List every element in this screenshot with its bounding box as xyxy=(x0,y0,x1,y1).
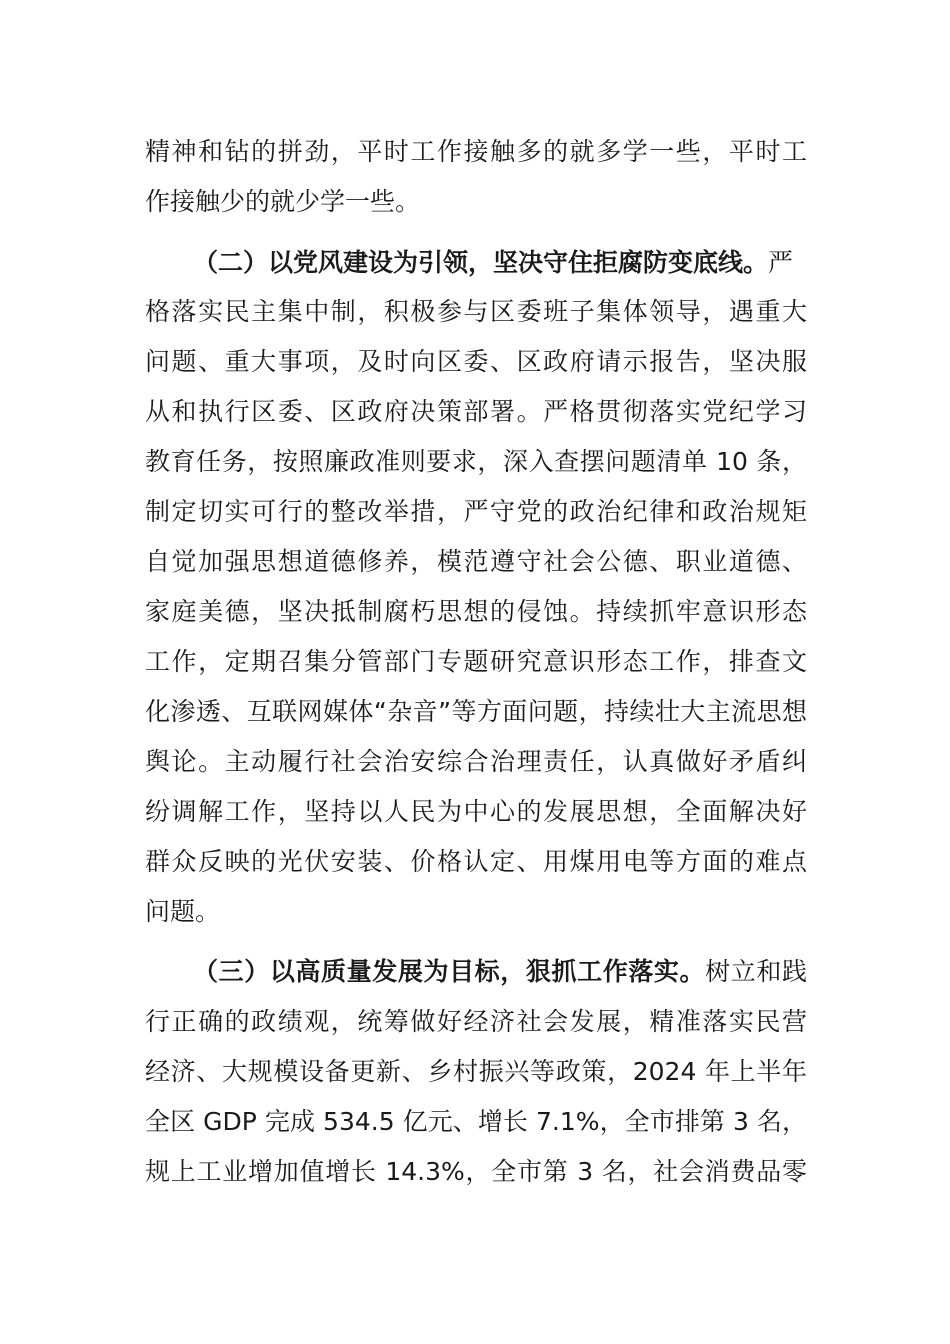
text-line: 精神和钻的拼劲，平时工作接触多的就多学一些，平时工 xyxy=(145,137,807,166)
section-3-heading: （三）以高质量发展为目标，狠抓工作落实。 xyxy=(193,957,706,986)
text-line: 作接触少的就少学一些。 xyxy=(145,187,421,216)
text-line: 教育任务，按照廉政准则要求，深入查摆问题清单 10 条， xyxy=(145,447,807,476)
text-line: 问题、重大事项，及时向区委、区政府请示报告，坚决服 xyxy=(145,347,807,376)
text-line: 制定切实可行的整改举措，严守党的政治纪律和政治规矩 xyxy=(145,497,807,526)
text-line: 工作，定期召集分管部门专题研究意识形态工作，排查文 xyxy=(145,647,807,676)
text-line: 纷调解工作，坚持以人民为中心的发展思想，全面解决好 xyxy=(145,797,807,826)
section-2-heading: （二）以党风建设为引领，坚决守住拒腐防变底线。 xyxy=(193,248,769,277)
text-line: 经济、大规模设备更新、乡村振兴等政策，2024 年上半年 xyxy=(145,1057,807,1086)
text-line: 舆论。主动履行社会治安综合治理责任，认真做好矛盾纠 xyxy=(145,747,807,776)
text-line: 格落实民主集中制，积极参与区委班子集体领导，遇重大 xyxy=(145,297,807,326)
text-line: 从和执行区委、区政府决策部署。严格贯彻落实党纪学习 xyxy=(145,397,807,426)
text-line: 行正确的政绩观，统筹做好经济社会发展，精准落实民营 xyxy=(145,1007,807,1036)
text-line: 家庭美德，坚决抵制腐朽思想的侵蚀。持续抓牢意识形态 xyxy=(145,597,807,626)
section-3-first-line xyxy=(193,954,807,990)
text-line: 自觉加强思想道德修养，模范遵守社会公德、职业道德、 xyxy=(145,547,807,576)
text-line: 化渗透、互联网媒体“杂音”等方面问题，持续壮大主流思想 xyxy=(145,697,807,726)
section-3-first-line-text: 树立和践 xyxy=(705,957,807,986)
text-line: 规上工业增加值增长 14.3%，全市第 3 名，社会消费品零 xyxy=(145,1157,807,1186)
text-line: 问题。 xyxy=(145,897,221,926)
section-2-first-line xyxy=(193,245,807,281)
text-line: 全区 GDP 完成 534.5 亿元、增长 7.1%，全市排第 3 名， xyxy=(145,1107,807,1136)
section-2-first-line-text: 严 xyxy=(768,248,794,277)
text-line: 群众反映的光伏安装、价格认定、用煤用电等方面的难点 xyxy=(145,847,807,876)
